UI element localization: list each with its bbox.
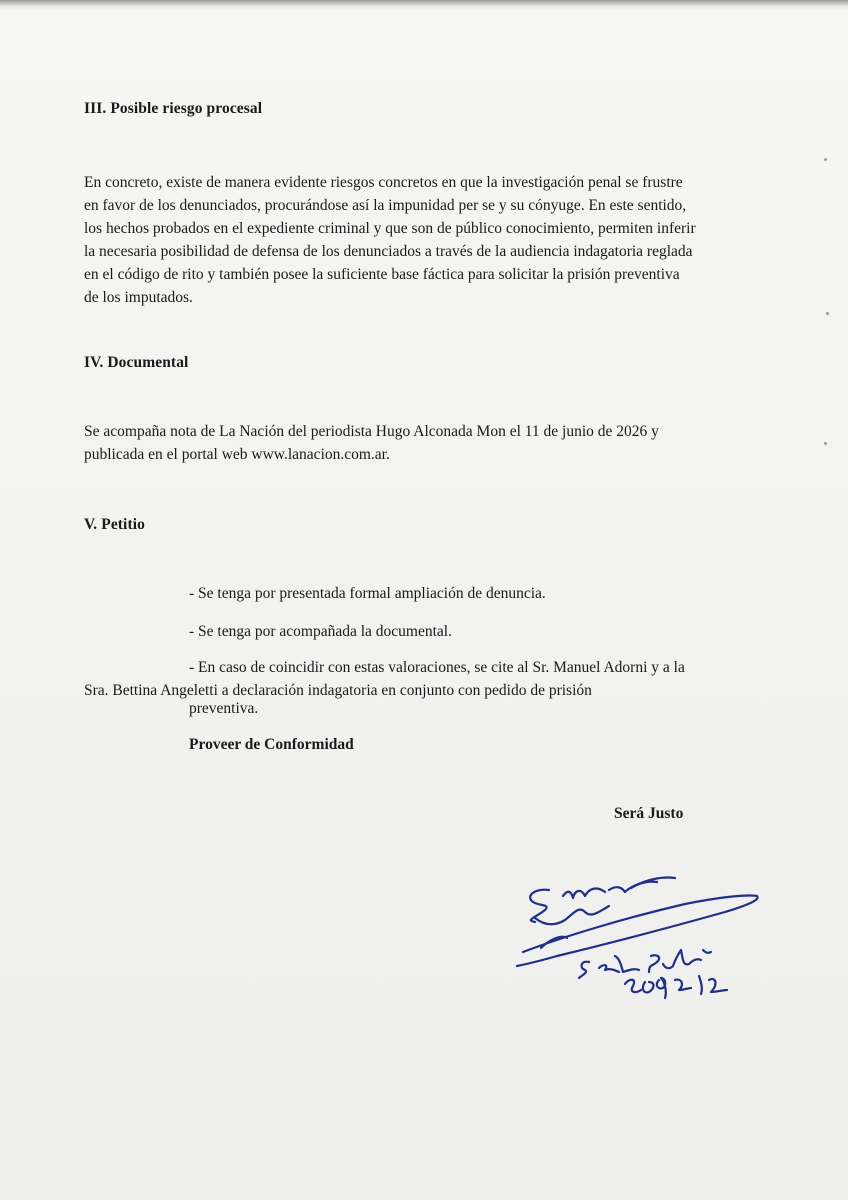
handwritten-signature [505, 860, 775, 1010]
section-heading-petitio: V. Petitio [84, 516, 145, 533]
paragraph-line: los hechos probados en el expediente criminal y que son de público conocimiento, permiten inferir [84, 220, 696, 237]
signature-icon [505, 860, 775, 1010]
petitio-item-presentada: - Se tenga por presentada formal ampliación de denuncia. [189, 585, 546, 602]
petitio-item-indagatoria-line3: preventiva. [189, 700, 259, 717]
paper-speck [824, 158, 827, 161]
paragraph-documental [84, 420, 716, 466]
paragraph-line: publicada en el portal web www.lanacion.com.ar. [84, 446, 390, 463]
closing-sera-justo: Será Justo [614, 805, 684, 822]
paper-speck [826, 312, 829, 315]
petitio-item-documental: - Se tenga por acompañada la documental. [189, 623, 452, 640]
proveer-conformidad: Proveer de Conformidad [189, 736, 354, 753]
paragraph-line: en favor de los denunciados, procurándose así la impunidad per se y su cónyuge. En este sentido, [84, 197, 687, 214]
paragraph-riesgo-procesal [84, 171, 716, 309]
paragraph-line: Se acompaña nota de La Nación del periodista Hugo Alconada Mon el 11 de junio de 2026 y [84, 423, 659, 440]
section-heading-riesgo-procesal: III. Posible riesgo procesal [84, 100, 263, 117]
paper-speck [824, 442, 827, 445]
section-heading-documental: IV. Documental [84, 354, 189, 371]
petitio-item-indagatoria-line1: - En caso de coincidir con estas valoraciones, se cite al Sr. Manuel Adorni y a la [189, 659, 685, 676]
paragraph-line: en el código de rito y también posee la suficiente base fáctica para solicitar la prisión preventiva [84, 266, 680, 283]
petitio-item-indagatoria-line2: Sra. Bettina Angeletti a declaración indagatoria en conjunto con pedido de prisión [84, 682, 592, 699]
paragraph-line: la necesaria posibilidad de defensa de los denunciados a través de la audiencia indagatoria reglada [84, 243, 693, 260]
paragraph-line: En concreto, existe de manera evidente riesgos concretos en que la investigación penal se frustre [84, 174, 683, 191]
paragraph-line: de los imputados. [84, 289, 193, 306]
